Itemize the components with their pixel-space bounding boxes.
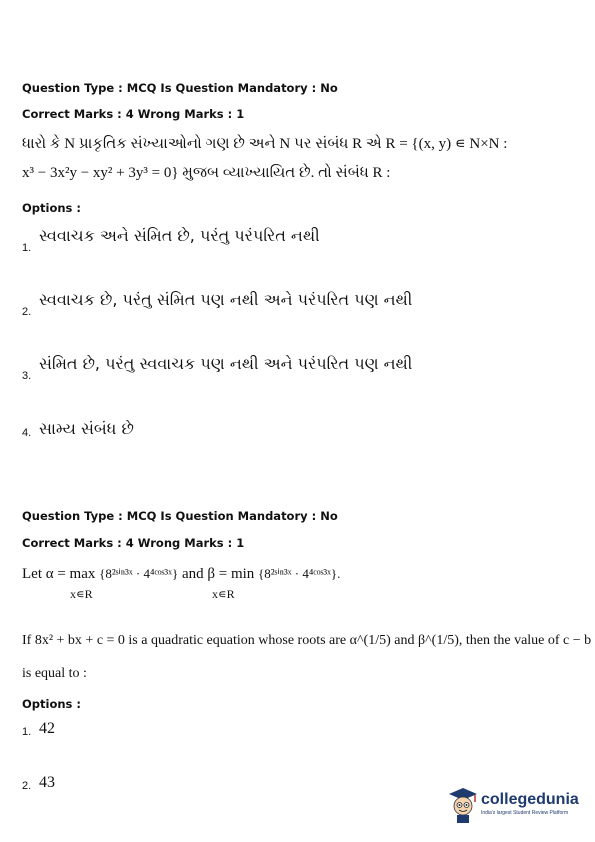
option-number: 1. bbox=[22, 726, 32, 738]
let-alpha-max: Let α = max bbox=[22, 566, 96, 582]
q2-question-line2: If 8x² + bx + c = 0 is a quadratic equation whose roots are α^(1/5) and β^(1/5), then the value of c − b bbox=[22, 633, 592, 648]
max-subscript: x∊R bbox=[70, 587, 93, 601]
option-number: 4. bbox=[22, 427, 32, 439]
option-number: 2. bbox=[22, 780, 32, 792]
q1-type-line: Question Type : MCQ Is Question Mandatory : No bbox=[22, 81, 338, 95]
option-text: સ્વવાચક અને સંમિત છે, પરંતુ પરંપરિત નથી bbox=[39, 226, 320, 245]
student-mascot-icon bbox=[447, 786, 479, 824]
option-number: 1. bbox=[22, 242, 32, 254]
option-number: 2. bbox=[22, 306, 32, 318]
q2-definition-line bbox=[22, 566, 340, 583]
and-beta-min: and β = min bbox=[181, 566, 255, 582]
option-number: 3. bbox=[22, 370, 32, 382]
option-text: 43 bbox=[39, 774, 55, 791]
logo-tagline: India's largest Student Review Platform bbox=[481, 810, 569, 816]
option-text: સંમિત છે, પરંતુ સ્વવાચક પણ નથી અને પરંપરિત પણ નથી bbox=[39, 354, 413, 373]
option-text: સામ્ય સંબંધ છે bbox=[39, 419, 134, 438]
q2-type-line: Question Type : MCQ Is Question Mandatory : No bbox=[22, 509, 338, 523]
min-subscript: x∊R bbox=[212, 587, 235, 601]
logo-name: collegedunia bbox=[481, 791, 579, 808]
q2-options-label: Options : bbox=[22, 697, 81, 711]
alpha-expression: {8²ˢⁱⁿ³ˣ · 4⁴ᶜᵒˢ³ˣ} bbox=[99, 566, 179, 581]
beta-expression: {8²ˢⁱⁿ³ˣ · 4⁴ᶜᵒˢ³ˣ}. bbox=[258, 566, 341, 581]
q2-marks-line: Correct Marks : 4 Wrong Marks : 1 bbox=[22, 536, 245, 550]
q1-options-label: Options : bbox=[22, 201, 81, 215]
q1-question-line2: x³ − 3x²y − xy² + 3y³ = 0} મુજબ વ્યાખ્યાયિત છે. તો સંબંધ R : bbox=[22, 165, 391, 181]
q1-marks-line: Correct Marks : 4 Wrong Marks : 1 bbox=[22, 107, 245, 121]
q1-question-line1: ધારો કે N પ્રાકૃતિક સંખ્યાઓનો ગણ છે અને N પર સંબંધ R એ R = {(x, y) ∊ N×N : bbox=[22, 136, 508, 152]
q2-question-line3: is equal to : bbox=[22, 666, 87, 681]
collegedunia-logo bbox=[447, 786, 582, 826]
option-text: સ્વવાચક છે, પરંતુ સંમિત પણ નથી અને પરંપરિત પણ નથી bbox=[39, 290, 413, 309]
option-text: 42 bbox=[39, 720, 55, 737]
